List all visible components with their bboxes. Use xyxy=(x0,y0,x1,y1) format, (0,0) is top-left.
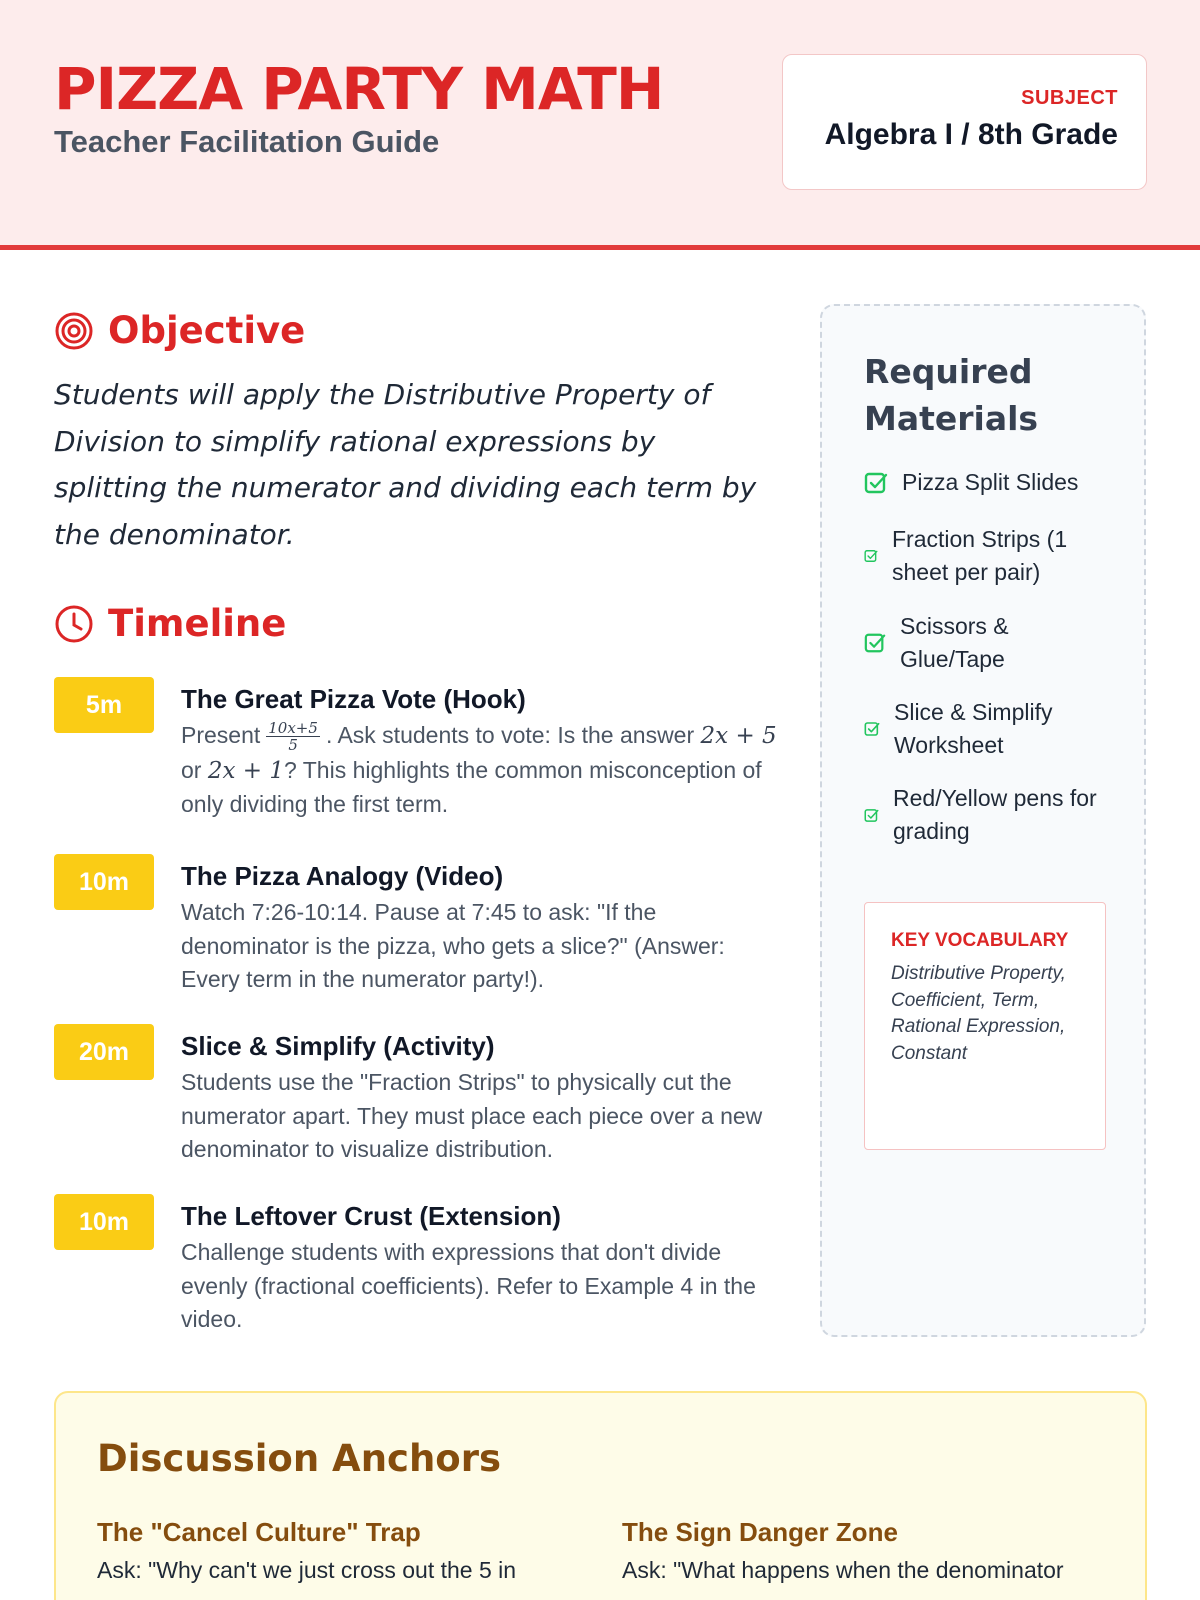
anchor-title: The Sign Danger Zone xyxy=(622,1517,898,1547)
vocabulary-label: KEY VOCABULARY xyxy=(891,930,1069,951)
material-item xyxy=(864,610,1114,676)
page-subtitle: Teacher Facilitation Guide xyxy=(54,124,440,159)
fraction-denominator: 5 xyxy=(288,736,298,755)
fraction-expression xyxy=(266,720,320,753)
objective-heading-text: Objective xyxy=(108,309,306,352)
timeline-item-title: Slice & Simplify (Activity) xyxy=(181,1031,495,1061)
check-square-icon xyxy=(864,471,888,495)
target-icon xyxy=(54,311,94,351)
timeline-heading xyxy=(54,601,286,647)
vocabulary-text: Distributive Property, Coefficient, Term, Rational Expression, Constant xyxy=(891,963,1066,1064)
desc-text: . Ask students to vote: Is the answer xyxy=(325,722,695,748)
timeline-item-title: The Great Pizza Vote (Hook) xyxy=(181,684,526,714)
fraction-numerator: 10x+5 xyxy=(268,719,318,738)
desc-text: Present xyxy=(181,722,261,748)
discussion-anchor-sign xyxy=(622,1515,1112,1587)
material-item xyxy=(864,523,1114,589)
timeline-heading-text: Timeline xyxy=(108,602,287,645)
duration-badge: 20m xyxy=(54,1024,154,1080)
check-square-icon xyxy=(864,808,879,823)
timeline-item-desc xyxy=(181,719,781,822)
timeline-item-desc: Challenge students with expressions that don't divide evenly (fractional coefficients). Refer to Example 4 in the video. xyxy=(181,1239,756,1332)
timeline-item-title: The Pizza Analogy (Video) xyxy=(181,861,504,891)
material-label: Pizza Split Slides xyxy=(902,469,1079,495)
objective-text: Students will apply the Distributive Property of Division to simplify rational expressions by splitting the numerator and dividing each term by the denominator. xyxy=(54,378,757,551)
material-label: Fraction Strips (1 sheet per pair) xyxy=(892,526,1068,585)
materials-panel xyxy=(820,304,1146,1337)
materials-heading: Required Materials xyxy=(864,352,1039,438)
check-square-icon xyxy=(864,632,886,654)
math-expression: 2x + 1 xyxy=(207,757,284,784)
duration-badge: 10m xyxy=(54,1194,154,1250)
anchor-body: Ask: "What happens when the denominator xyxy=(622,1557,1064,1583)
subject-value: Algebra I / 8th Grade xyxy=(824,118,1118,151)
timeline-item-desc: Watch 7:26-10:14. Pause at 7:45 to ask: "If the denominator is the pizza, who gets a slice?" (Answer: Every term in the numerator party!). xyxy=(181,899,725,992)
objective-heading xyxy=(54,308,305,354)
timeline-item-desc: Students use the "Fraction Strips" to physically cut the numerator apart. They must place each piece over a new denominator to visualize distribution. xyxy=(181,1069,763,1162)
material-label: Scissors & Glue/Tape xyxy=(900,613,1009,672)
clock-icon xyxy=(54,604,94,644)
timeline-item-title: The Leftover Crust (Extension) xyxy=(181,1201,561,1231)
anchor-body: Ask: "Why can't we just cross out the 5 in xyxy=(97,1557,517,1583)
header xyxy=(0,0,1200,250)
discussion-anchors-panel xyxy=(54,1391,1147,1600)
duration-badge: 10m xyxy=(54,854,154,910)
key-vocabulary-box xyxy=(864,902,1106,1150)
subject-label: SUBJECT xyxy=(1021,87,1118,109)
desc-text: ? This highlights the common misconception of only dividing the first term. xyxy=(181,756,762,817)
check-square-icon xyxy=(864,721,880,737)
subject-card xyxy=(782,54,1147,190)
material-item xyxy=(864,782,1114,848)
material-label: Slice & Simplify Worksheet xyxy=(894,699,1053,758)
math-expression: 2x + 5 xyxy=(700,723,777,749)
desc-text: or xyxy=(181,756,202,783)
duration-badge: 5m xyxy=(54,677,154,733)
material-label: Red/Yellow pens for grading xyxy=(893,785,1097,844)
discussion-heading: Discussion Anchors xyxy=(97,1437,502,1480)
discussion-anchor-cancel xyxy=(97,1515,587,1587)
material-item xyxy=(864,466,1114,499)
material-item xyxy=(864,696,1114,762)
check-square-icon xyxy=(864,549,878,563)
anchor-title: The "Cancel Culture" Trap xyxy=(97,1517,421,1547)
page-title: PIZZA PARTY MATH xyxy=(54,55,664,123)
